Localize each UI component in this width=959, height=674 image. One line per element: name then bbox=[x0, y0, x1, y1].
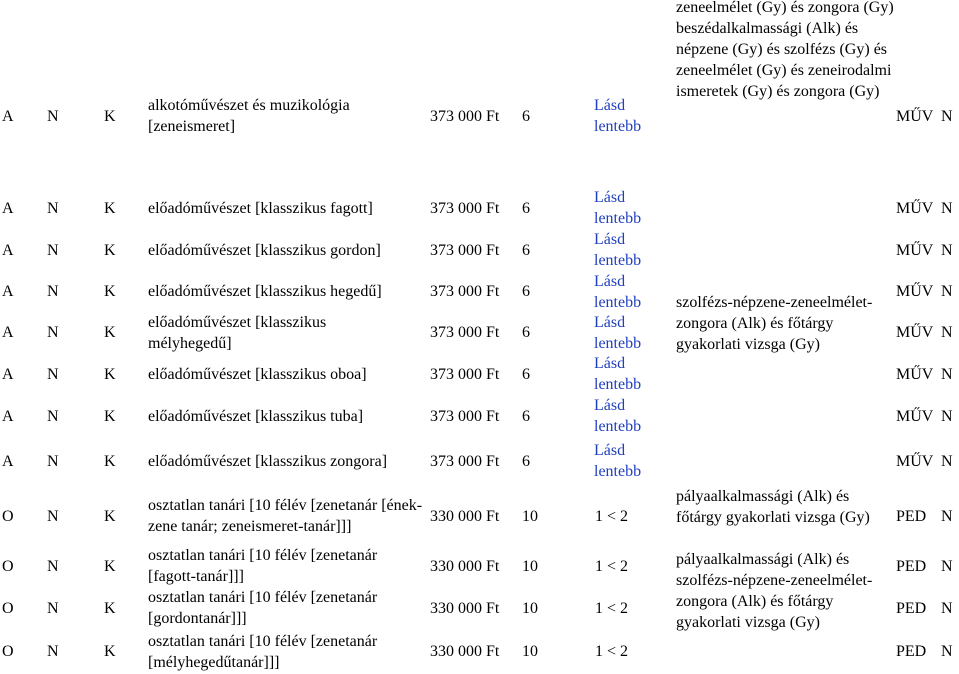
row-9-n2: N bbox=[941, 507, 953, 525]
row-5-n: N bbox=[47, 324, 59, 341]
row-6-n: N bbox=[47, 365, 59, 383]
exam-klasszikus: szolfézs-népzene-zeneelmélet-zongora (Alk) és főtárgy gyakorlati vizsga (Gy) bbox=[676, 294, 873, 353]
row-6-name: előadóművészet [klasszikus oboa] bbox=[148, 365, 367, 383]
row-2-name: előadóművészet [klasszikus fagott] bbox=[148, 199, 373, 217]
row-9-name: osztatlan tanári [10 félév [zenetanár [ének-zene tanár; zeneismeret-tanár]]] bbox=[148, 497, 423, 535]
row-1-name: alkotóművészet és muzikológia [zeneismeret] bbox=[148, 97, 350, 135]
row-11-k: K bbox=[104, 599, 116, 617]
row-10-fac: PED bbox=[896, 557, 927, 575]
row-5-sem: 6 bbox=[522, 324, 530, 341]
row-2-fac: MŰV bbox=[896, 199, 934, 217]
row-8-k: K bbox=[104, 452, 116, 470]
row-8-fac: MŰV bbox=[896, 452, 934, 470]
row-11-sem: 10 bbox=[522, 599, 538, 617]
row-6-n2: N bbox=[941, 365, 953, 383]
row-2-k: K bbox=[104, 199, 116, 217]
row-8-n: N bbox=[47, 452, 59, 470]
exam-tanar-1: pályaalkalmassági (Alk) és főtárgy gyakorlati vizsga (Gy) bbox=[676, 488, 870, 526]
row-3-name: előadóművészet [klasszikus gordon] bbox=[148, 241, 381, 259]
row-5-n2: N bbox=[941, 324, 953, 341]
row-7-fee: 373 000 Ft bbox=[430, 407, 500, 425]
row-5-name: előadóművészet [klasszikus mélyhegedű] bbox=[148, 313, 327, 352]
row-6-fac: MŰV bbox=[896, 365, 934, 383]
row-9-k: K bbox=[104, 507, 116, 525]
row-1-fac: MŰV bbox=[896, 107, 934, 125]
row-9-ratio: 1 < 2 bbox=[595, 507, 629, 525]
row-7-sem: 6 bbox=[522, 407, 530, 425]
row-11-fac: PED bbox=[896, 599, 927, 617]
row-8-f: A bbox=[2, 452, 14, 470]
row-8-n2: N bbox=[941, 452, 953, 470]
row-12-fee: 330 000 Ft bbox=[430, 643, 500, 660]
row-4-n: N bbox=[47, 283, 59, 300]
row-1-fee: 373 000 Ft bbox=[430, 107, 500, 125]
row-6-sem: 6 bbox=[522, 365, 530, 383]
row-1-link[interactable]: Lásd lentebb bbox=[594, 97, 642, 135]
row-5-link[interactable]: Lásd lentebb bbox=[594, 313, 642, 352]
row-8-name: előadóművészet [klasszikus zongora] bbox=[148, 452, 388, 470]
exam-zeneismeret: zeneelmélet (Gy) és zongora (Gy) beszédalkalmassági (Alk) és népzene (Gy) és szolfézs (Gy) és zeneelmélet (Gy) és zeneirodalmi ismeretek (Gy) és zongora (Gy) bbox=[676, 0, 894, 100]
row-12-fac: PED bbox=[896, 643, 927, 660]
row-4-f: A bbox=[2, 283, 14, 300]
row-2-fee: 373 000 Ft bbox=[430, 199, 500, 217]
row-11-f: O bbox=[2, 599, 14, 617]
row-10-name: osztatlan tanári [10 félév [zenetanár [fagott-tanár]]] bbox=[148, 547, 378, 585]
row-12-k: K bbox=[104, 643, 116, 660]
row-10-sem: 10 bbox=[522, 557, 538, 575]
row-1-f: A bbox=[2, 107, 14, 125]
row-2-link[interactable]: Lásd lentebb bbox=[594, 189, 642, 227]
row-7-k: K bbox=[104, 407, 116, 425]
row-7-name: előadóművészet [klasszikus tuba] bbox=[148, 407, 364, 425]
row-6-link[interactable]: Lásd lentebb bbox=[594, 355, 642, 393]
row-12-sem: 10 bbox=[522, 643, 538, 660]
row-1-sem: 6 bbox=[522, 107, 530, 125]
row-9-n: N bbox=[47, 507, 59, 525]
row-9-f: O bbox=[2, 507, 14, 525]
row-10-k: K bbox=[104, 557, 116, 575]
row-8-fee: 373 000 Ft bbox=[430, 452, 500, 470]
row-4-fee: 373 000 Ft bbox=[430, 283, 500, 300]
row-3-f: A bbox=[2, 241, 14, 259]
row-3-link[interactable]: Lásd lentebb bbox=[594, 231, 642, 269]
row-3-n2: N bbox=[941, 241, 953, 259]
row-12-ratio: 1 < 2 bbox=[595, 643, 629, 660]
row-7-fac: MŰV bbox=[896, 407, 934, 425]
row-6-fee: 373 000 Ft bbox=[430, 365, 500, 383]
row-2-f: A bbox=[2, 199, 14, 217]
row-7-link[interactable]: Lásd lentebb bbox=[594, 397, 642, 435]
row-5-f: A bbox=[2, 324, 14, 341]
row-1-n2: N bbox=[941, 107, 953, 125]
row-3-n: N bbox=[47, 241, 59, 259]
row-10-n: N bbox=[47, 557, 59, 575]
row-7-n: N bbox=[47, 407, 59, 425]
row-2-sem: 6 bbox=[522, 199, 530, 217]
row-4-name: előadóművészet [klasszikus hegedű] bbox=[148, 283, 382, 300]
row-9-fee: 330 000 Ft bbox=[430, 507, 500, 525]
row-1-k: K bbox=[104, 107, 116, 125]
row-11-n: N bbox=[47, 599, 59, 617]
row-3-sem: 6 bbox=[522, 241, 530, 259]
row-6-f: A bbox=[2, 365, 14, 383]
row-4-link[interactable]: Lásd lentebb bbox=[594, 272, 642, 311]
row-10-fee: 330 000 Ft bbox=[430, 557, 500, 575]
row-4-fac: MŰV bbox=[896, 283, 934, 300]
row-10-n2: N bbox=[941, 557, 953, 575]
row-12-name: osztatlan tanári [10 félév [zenetanár [mélyhegedűtanár]]] bbox=[148, 632, 378, 671]
row-6-k: K bbox=[104, 365, 116, 383]
row-2-n2: N bbox=[941, 199, 953, 217]
row-11-ratio: 1 < 2 bbox=[595, 599, 629, 617]
row-4-n2: N bbox=[941, 283, 953, 300]
row-10-f: O bbox=[2, 557, 14, 575]
row-3-fac: MŰV bbox=[896, 241, 934, 259]
row-1-n: N bbox=[47, 107, 59, 125]
row-7-f: A bbox=[2, 407, 14, 425]
row-12-n2: N bbox=[941, 643, 953, 660]
row-3-k: K bbox=[104, 241, 116, 259]
row-9-sem: 10 bbox=[522, 507, 538, 525]
row-5-fee: 373 000 Ft bbox=[430, 324, 500, 341]
row-5-fac: MŰV bbox=[896, 324, 934, 341]
row-5-k: K bbox=[104, 324, 116, 341]
row-4-k: K bbox=[104, 283, 116, 300]
row-9-fac: PED bbox=[896, 507, 927, 525]
row-11-n2: N bbox=[941, 599, 953, 617]
row-2-n: N bbox=[47, 199, 59, 217]
row-12-n: N bbox=[47, 643, 59, 660]
row-4-sem: 6 bbox=[522, 283, 530, 300]
row-3-fee: 373 000 Ft bbox=[430, 241, 500, 259]
row-12-f: O bbox=[2, 643, 14, 660]
row-11-fee: 330 000 Ft bbox=[430, 599, 500, 617]
row-10-ratio: 1 < 2 bbox=[595, 557, 629, 575]
row-8-sem: 6 bbox=[522, 452, 530, 470]
row-7-n2: N bbox=[941, 407, 953, 425]
row-8-link[interactable]: Lásd lentebb bbox=[594, 442, 642, 480]
row-11-name: osztatlan tanári [10 félév [zenetanár [gordontanár]]] bbox=[148, 589, 378, 627]
exam-tanar-2: pályaalkalmassági (Alk) és szolfézs-népzene-zeneelmélet-zongora (Alk) és főtárgy gyakorlati vizsga (Gy) bbox=[676, 551, 873, 631]
